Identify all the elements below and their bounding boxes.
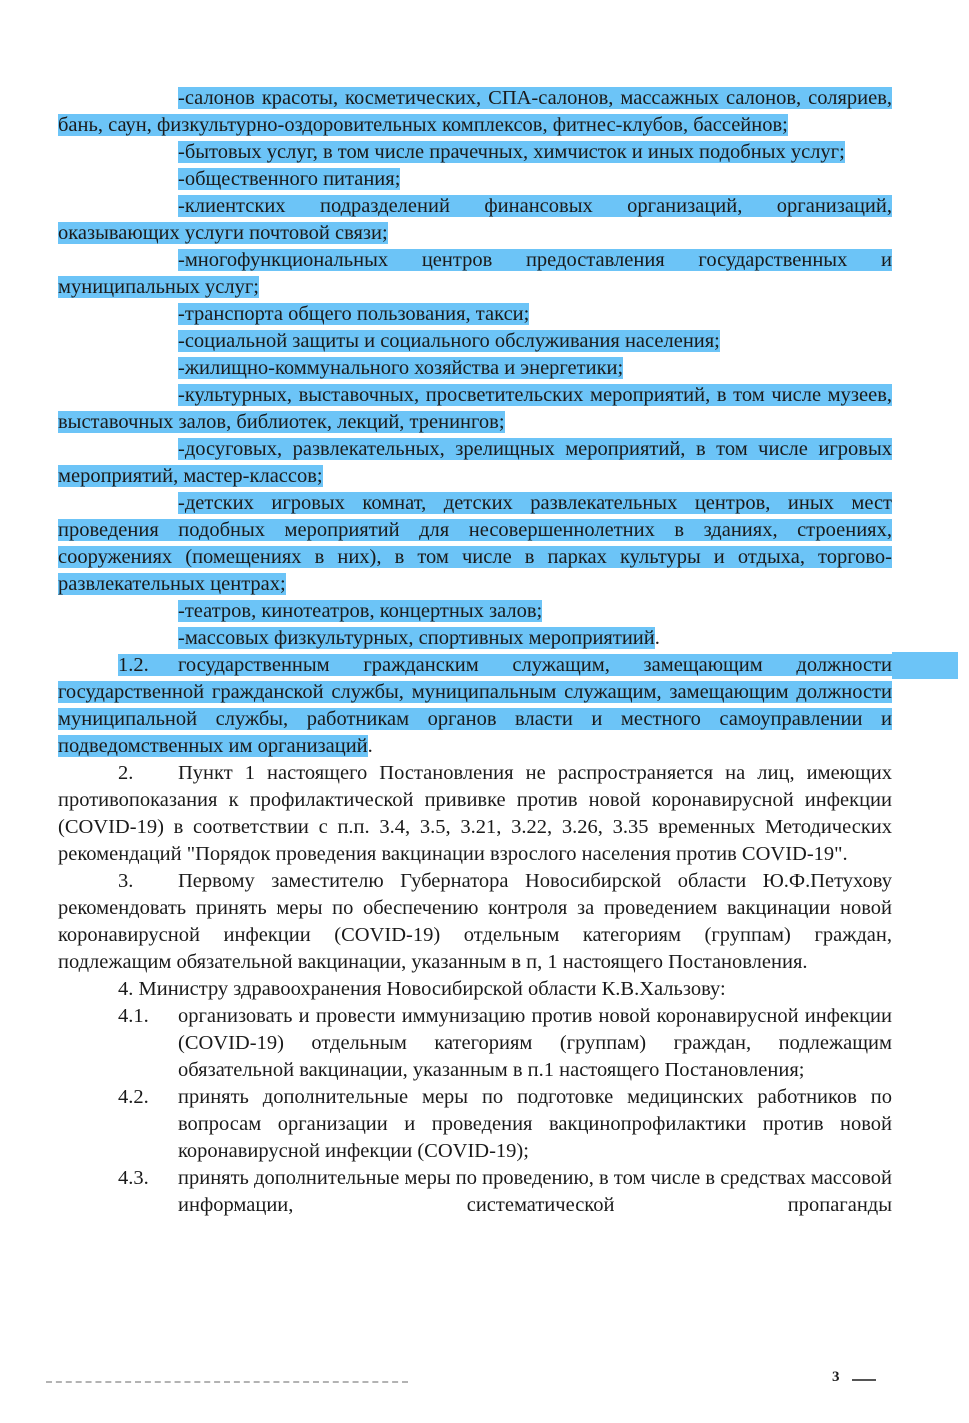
list-end-punctuation: .: [654, 627, 660, 649]
subitem-number: 4.3.: [118, 1167, 149, 1189]
subitem-number: 4.1.: [118, 1005, 149, 1027]
subitem-text: организовать и провести иммунизацию против новой коронавирусной инфекции (COVID-19) отдельным категориям (группам) граждан, подлежащим обязательной вакцинации, указанным в п.1 настоящего Постановления;: [178, 1005, 892, 1081]
item-4-header: 4. Министру здравоохранения Новосибирской области К.В.Хальзову:: [118, 978, 726, 1000]
list-item: [58, 139, 892, 166]
list-item: [58, 193, 892, 247]
item-text: Пункт 1 настоящего Постановления не распространяется на лиц, имеющих противопоказания к профилактической прививке против новой коронавирусной инфекции (COVID-19) в соответствии с п.п. 3.4, 3.5, 3.21, 3.22, 3.26, 3.35 временных Методических рекомендаций "Порядок проведения вакцинации взрослого населения против COVID-19".: [58, 762, 892, 865]
item-text: государственным гражданским служащим, замещающим должности государственной гражданской службы, муниципальным служащим, замещающим должности муниципальной службы, работникам органов власти и местного самоуправлении и подведомственных им организаций: [58, 654, 892, 757]
subitem-number: 4.2.: [118, 1086, 149, 1108]
list-1-1: [58, 85, 892, 652]
subitem-text: принять дополнительные меры по подготовке медицинских работников по вопросам организации и проведения вакцинопрофилактики против новой коронавирусной инфекции (COVID-19);: [178, 1086, 892, 1162]
highlighted-text: -клиентских подразделений финансовых организаций, организаций, оказывающих услуги почтовой связи;: [58, 195, 892, 244]
list-item: [58, 625, 892, 652]
highlighted-text: -массовых физкультурных, спортивных мероприятиий: [178, 627, 655, 649]
highlight-overflow: [892, 652, 958, 679]
document-body: [58, 85, 892, 1219]
item-3: [58, 868, 892, 976]
list-item: [58, 436, 892, 490]
highlighted-text: -досуговых, развлекательных, зрелищных мероприятий, в том числе игровых мероприятий, мастер-классов;: [58, 438, 892, 487]
highlighted-text: [58, 654, 892, 757]
highlighted-text: -транспорта общего пользования, такси;: [178, 303, 530, 325]
footer-rule: [46, 1381, 408, 1383]
item-number: 3.: [118, 870, 134, 892]
highlighted-text: -детских игровых комнат, детских развлекательных центров, иных мест проведения подобных мероприятий для несовершеннолетних в зданиях, строениях, сооружениях (помещениях в них), в том числе в парках культуры и отдыха, торгово-развлекательных центрах;: [58, 492, 892, 595]
list-item: [58, 490, 892, 598]
list-item: [58, 166, 892, 193]
highlighted-text: -общественного питания;: [178, 168, 401, 190]
highlighted-text: -бытовых услуг, в том числе прачечных, химчисток и иных подобных услуг;: [178, 141, 845, 163]
highlighted-text: -культурных, выставочных, просветительских мероприятий, в том числе музеев, выставочных залов, библиотек, лекций, тренингов;: [58, 384, 892, 433]
subitem-4-1: [118, 1003, 892, 1084]
item-number: 2.: [118, 762, 134, 784]
list-item: [58, 301, 892, 328]
list-item: [58, 355, 892, 382]
highlighted-text: -многофункциональных центров предоставления государственных и муниципальных услуг;: [58, 249, 892, 298]
list-item: [58, 328, 892, 355]
list-item: [58, 382, 892, 436]
item-2: [58, 760, 892, 868]
page-number-dash: [852, 1379, 876, 1381]
list-item: [58, 598, 892, 625]
list-item: [58, 247, 892, 301]
list-item: [58, 85, 892, 139]
item-text: Первому заместителю Губернатора Новосибирской области Ю.Ф.Петухову рекомендовать принять меры по обеспечению контроля за проведением вакцинации новой коронавирусной инфекции (COVID-19) отдельным категориям (группам) граждан, подлежащим обязательной вакцинации, указанным в п, 1 настоящего Постановления.: [58, 870, 892, 973]
highlighted-text: -социальной защиты и социального обслуживания населения;: [178, 330, 720, 352]
page-number: 3: [832, 1369, 840, 1385]
item-1-2-paragraph: [58, 652, 892, 760]
highlighted-text: -жилищно-коммунального хозяйства и энергетики;: [178, 357, 624, 379]
subitem-text: принять дополнительные меры по проведению, в том числе в средствах массовой информации, систематической пропаганды: [178, 1167, 892, 1216]
item-1-2: [58, 652, 892, 760]
item-number: 1.2.: [118, 654, 149, 676]
highlighted-text: -салонов красоты, косметических, СПА-салонов, массажных салонов, соляриев, бань, саун, физкультурно-оздоровительных комплексов, фитнес-клубов, бассейнов;: [58, 87, 892, 136]
highlighted-text: -театров, кинотеатров, концертных залов;: [178, 600, 543, 622]
item-end-punctuation: .: [367, 735, 373, 757]
subitem-4-3: [118, 1165, 892, 1219]
subitem-4-2: [118, 1084, 892, 1165]
